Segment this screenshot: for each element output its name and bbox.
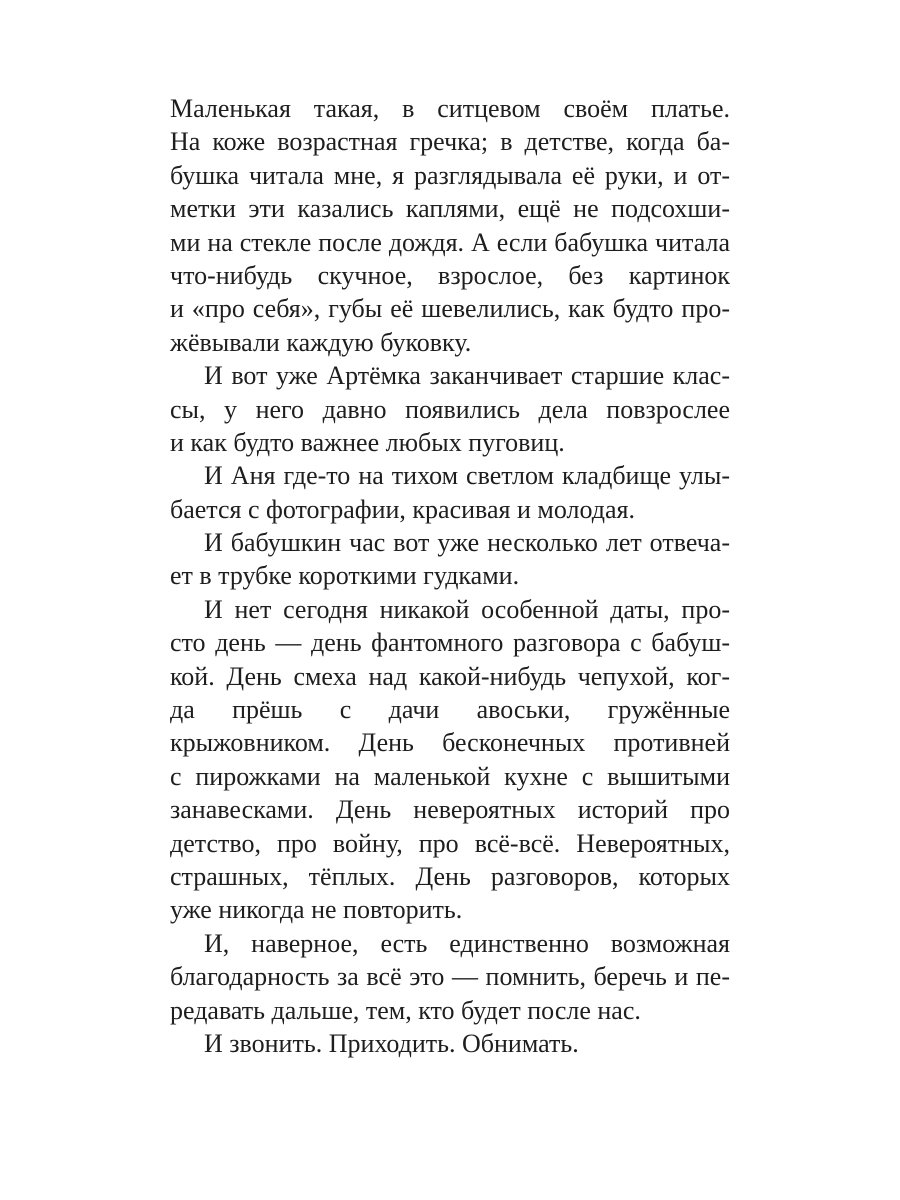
text-line: с пирожками на маленькой кухне с вышитыми <box>170 761 730 791</box>
paragraph <box>170 92 730 359</box>
text-line: да прёшь с дачи авоськи, гружённые <box>170 695 730 725</box>
paragraph <box>170 927 730 1027</box>
text-line: Маленькая такая, в ситцевом своём платье. <box>170 94 730 123</box>
text-line: детство, про войну, про всё-всё. Невероятных, <box>170 828 730 858</box>
text-line: сто день — день фантомного разговора с бабуш- <box>170 628 730 658</box>
text-line: И Аня где-то на тихом светлом кладбище улы- <box>204 461 730 491</box>
paragraph <box>170 1027 730 1060</box>
paragraph <box>170 459 730 526</box>
paragraph <box>170 526 730 593</box>
paragraph <box>170 593 730 927</box>
text-line: и как будто важнее любых пуговиц. <box>170 427 565 457</box>
text-line: На коже возрастная гречка; в детстве, когда ба- <box>170 127 730 157</box>
book-page-text <box>170 92 730 1060</box>
text-line: страшных, тёплых. День разговоров, которых <box>170 861 730 891</box>
text-line: бушка читала мне, я разглядывала её руки, и от- <box>170 160 730 190</box>
text-line: занавесками. День невероятных историй про <box>170 795 730 825</box>
text-line: бается с фотографии, красивая и молодая. <box>170 494 635 524</box>
text-line: кой. День смеха над какой-нибудь чепухой, ког- <box>170 661 730 691</box>
text-line: крыжовником. День бесконечных противней <box>170 728 730 758</box>
text-line: ет в трубке короткими гудками. <box>170 561 520 591</box>
paragraph <box>170 359 730 459</box>
text-line: ми на стекле после дождя. А если бабушка читала <box>170 227 730 257</box>
text-line: что-нибудь скучное, взрослое, без картинок <box>170 260 730 290</box>
text-line: И вот уже Артёмка заканчивает старшие клас- <box>204 361 730 391</box>
text-line: метки эти казались каплями, ещё не подсохши- <box>170 194 730 224</box>
text-line: сы, у него давно появились дела повзрослее <box>170 394 730 424</box>
text-line: редавать дальше, тем, кто будет после нас. <box>170 995 641 1025</box>
text-line: уже никогда не повторить. <box>170 895 463 925</box>
text-line: И бабушкин час вот уже несколько лет отвеча- <box>204 528 730 558</box>
text-line: благодарность за всё это — помнить, беречь и пе- <box>170 962 730 992</box>
text-line: жёвывали каждую буковку. <box>170 327 472 357</box>
text-line: И, наверное, есть единственно возможная <box>204 928 730 958</box>
text-line: И нет сегодня никакой особенной даты, про- <box>204 594 730 624</box>
text-line: и «про себя», губы её шевелились, как будто про- <box>170 294 730 324</box>
text-line: И звонить. Приходить. Обнимать. <box>204 1028 579 1058</box>
